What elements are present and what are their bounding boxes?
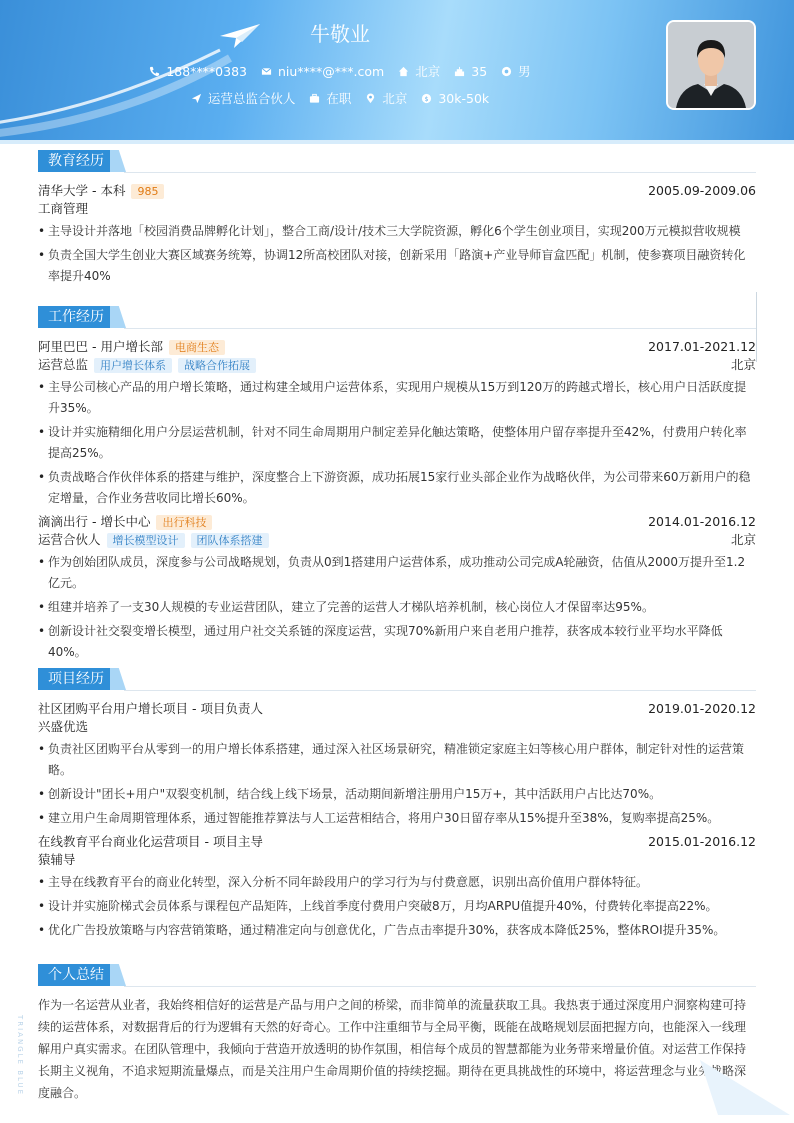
education-major-row <box>38 200 756 218</box>
skill-tag: 团队体系搭建 <box>191 533 269 548</box>
project-date: 2019.01-2020.12 <box>648 701 756 716</box>
intent-row <box>0 89 680 107</box>
status-text: 在职 <box>326 91 352 106</box>
phone-info <box>149 62 247 80</box>
list-item: • 优化广告投放策略与内容营销策略，通过精准定向与创意优化，广告点击率提升30%，获客成本降低25%，整体ROI提升35%。 <box>38 920 756 941</box>
work-section <box>38 306 756 663</box>
project-header-row <box>38 833 756 851</box>
project-org: 兴盛优选 <box>38 719 89 734</box>
company-name: 阿里巴巴 - 用户增长部 <box>38 339 163 354</box>
list-item: • 创新设计"团长+用户"双裂变机制，结合线上线下场景，活动期间新增注册用户15万+，其中活跃用户占比达70%。 <box>38 784 756 805</box>
skill-tag: 战略合作拓展 <box>178 358 256 373</box>
section-rule <box>124 690 756 691</box>
skill-tag: 用户增长体系 <box>94 358 172 373</box>
section-title-tail <box>110 668 126 690</box>
section-rule <box>124 328 756 329</box>
city-info <box>398 62 440 80</box>
svg-text:$: $ <box>424 94 429 103</box>
gender-text: 男 <box>518 64 531 79</box>
project-entry <box>38 833 756 941</box>
briefcase-icon <box>309 93 320 104</box>
divider-line <box>756 292 757 362</box>
section-title-text: 工作经历 <box>38 306 114 328</box>
email-info <box>261 62 384 80</box>
section-title <box>38 150 756 172</box>
project-org-row <box>38 718 756 736</box>
salary-info <box>421 89 489 107</box>
project-header-row <box>38 700 756 718</box>
list-item: • 作为创始团队成员，深度参与公司战略规划，负责从0到1搭建用户运营体系，成功推动公司完成A轮融资，估值从2000万提升至1.2亿元。 <box>38 552 756 594</box>
section-title-tail <box>110 964 126 986</box>
list-item: • 负责战略合作伙伴体系的搭建与维护，深度整合上下游资源，成功拓展15家行业头部企业作为战略伙伴，为公司带来60万新用户的稳定增量，合作业务营收同比增长60%。 <box>38 467 756 509</box>
project-date: 2015.01-2016.12 <box>648 834 756 849</box>
job-header-row <box>38 513 756 531</box>
gender-info <box>501 62 531 80</box>
school-badge: 985 <box>131 184 164 199</box>
target-city-info <box>365 89 407 107</box>
job-header-row <box>38 338 756 356</box>
education-date: 2005.09-2009.06 <box>648 183 756 198</box>
job-entry <box>38 513 756 663</box>
project-entry <box>38 700 756 829</box>
section-title-tail <box>110 150 126 172</box>
section-title-text: 教育经历 <box>38 150 114 172</box>
job-date: 2014.01-2016.12 <box>648 514 756 529</box>
section-title-tail <box>110 306 126 328</box>
list-item: • 主导公司核心产品的用户增长策略，通过构建全域用户运营体系，实现用户规模从15万到120万的跨越式增长，核心用户日活跃度提升35%。 <box>38 377 756 419</box>
job-date: 2017.01-2021.12 <box>648 339 756 354</box>
education-section <box>38 150 756 287</box>
target-city-text: 北京 <box>382 91 408 106</box>
candidate-name: 牛敬业 <box>310 22 370 46</box>
phone-icon <box>149 66 160 77</box>
phone-text: 188****0383 <box>166 63 247 79</box>
gender-icon <box>501 66 512 77</box>
project-name: 社区团购平台用户增长项目 - 项目负责人 <box>38 701 263 716</box>
template-watermark: TRIANGLE BLUE <box>16 1015 24 1097</box>
salary-text: 30k-50k <box>438 90 490 106</box>
list-item: • 建立用户生命周期管理体系，通过智能推荐算法与人工运营相结合，将用户30日留存率从15%提升至38%，复购率提高25%。 <box>38 808 756 829</box>
job-city: 北京 <box>730 357 756 372</box>
target-job-info <box>191 89 296 107</box>
list-item: • 主导在线教育平台的商业化转型，深入分析不同年龄段用户的学习行为与付费意愿，识别出高价值用户群体特征。 <box>38 872 756 893</box>
list-item: • 创新设计社交裂变增长模型，通过用户社交关系链的深度运营，实现70%新用户来自老用户推荐，获客成本较行业平均水平降低40%。 <box>38 621 756 663</box>
age-info <box>454 62 487 80</box>
resume-header <box>0 0 794 140</box>
list-item: • 组建并培养了一支30人规模的专业运营团队，建立了完善的运营人才梯队培养机制，核心岗位人才保留率达95%。 <box>38 597 756 618</box>
list-item: • 设计并实施精细化用户分层运营机制，针对不同生命周期用户制定差异化触达策略，使整体用户留存率提升至42%，付费用户转化率提高25%。 <box>38 422 756 464</box>
job-role-row <box>38 356 756 374</box>
section-rule <box>124 172 756 173</box>
section-title <box>38 306 756 328</box>
section-rule <box>124 986 756 987</box>
projects-section <box>38 668 756 941</box>
job-role: 运营合伙人 <box>38 532 101 547</box>
section-title <box>38 964 756 986</box>
home-icon <box>398 66 409 77</box>
job-role: 运营总监 <box>38 357 89 372</box>
status-info <box>309 89 351 107</box>
project-name: 在线教育平台商业化运营项目 - 项目主导 <box>38 834 263 849</box>
avatar-portrait <box>668 22 754 108</box>
age-icon <box>454 66 465 77</box>
list-item: • 负责社区团购平台从零到一的用户增长体系搭建，通过深入社区场景研究，精准锁定家庭主妇等核心用户群体，制定针对性的运营策略。 <box>38 739 756 781</box>
section-title <box>38 668 756 690</box>
skill-tag: 增长模型设计 <box>107 533 185 548</box>
header-underline <box>0 140 794 144</box>
section-title-text: 项目经历 <box>38 668 114 690</box>
industry-badge: 出行科技 <box>156 515 212 530</box>
list-item: • 设计并实施阶梯式会员体系与课程包产品矩阵，上线首季度付费用户突破8万，月均ARPU值提升40%，付费转化率提高22%。 <box>38 896 756 917</box>
location-icon <box>365 93 376 104</box>
section-title-text: 个人总结 <box>38 964 114 986</box>
target-job-text: 运营总监合伙人 <box>207 91 296 106</box>
major-text: 工商管理 <box>38 201 89 216</box>
list-item: • 主导设计并落地「校园消费品牌孵化计划」，整合工商/设计/技术三大学院资源，孵化6个学生创业项目，实现200万元模拟营收规模 <box>38 221 756 242</box>
job-role-row <box>38 531 756 549</box>
school-name: 清华大学 - 本科 <box>38 183 126 198</box>
job-entry <box>38 338 756 509</box>
project-org-row <box>38 851 756 869</box>
job-city: 北京 <box>730 532 756 547</box>
money-icon <box>421 93 432 104</box>
contact-row <box>0 62 680 80</box>
industry-badge: 电商生态 <box>169 340 225 355</box>
mail-icon <box>261 66 272 77</box>
summary-section <box>38 964 756 1104</box>
city-text: 北京 <box>415 64 441 79</box>
plane-icon <box>191 93 202 104</box>
education-header-row <box>38 182 756 200</box>
project-org: 猿辅导 <box>38 852 76 867</box>
age-text: 35 <box>471 63 488 79</box>
summary-text: 作为一名运营从业者，我始终相信好的运营是产品与用户之间的桥梁，而非简单的流量获取工具。我热衷于通过深度用户洞察构建可持续的运营体系，对数据背后的行为逻辑有天然的好奇心。工作中注重细节与全局平衡，既能在战略规划层面把握方向，也能深入一线理解用户真实需求。在团队管理中，我倾向于营造开放透明的协作氛围，相信每个成员的智慧都能为业务带来增量价值。对运营工作保持长期主义视角，不追求短期流量爆点，而是关注用户生命周期价值的持续挖掘。期待在更具挑战性的环境中，将运营理念与业务战略深度融合。 <box>38 998 747 1100</box>
email-text: niu****@***.com <box>277 63 385 79</box>
avatar <box>666 20 756 110</box>
company-name: 滴滴出行 - 增长中心 <box>38 514 151 529</box>
list-item: • 负责全国大学生创业大赛区域赛务统筹，协调12所高校团队对接，创新采用「路演+产业导师盲盒匹配」机制，使参赛项目融资转化率提升40% <box>38 245 756 287</box>
